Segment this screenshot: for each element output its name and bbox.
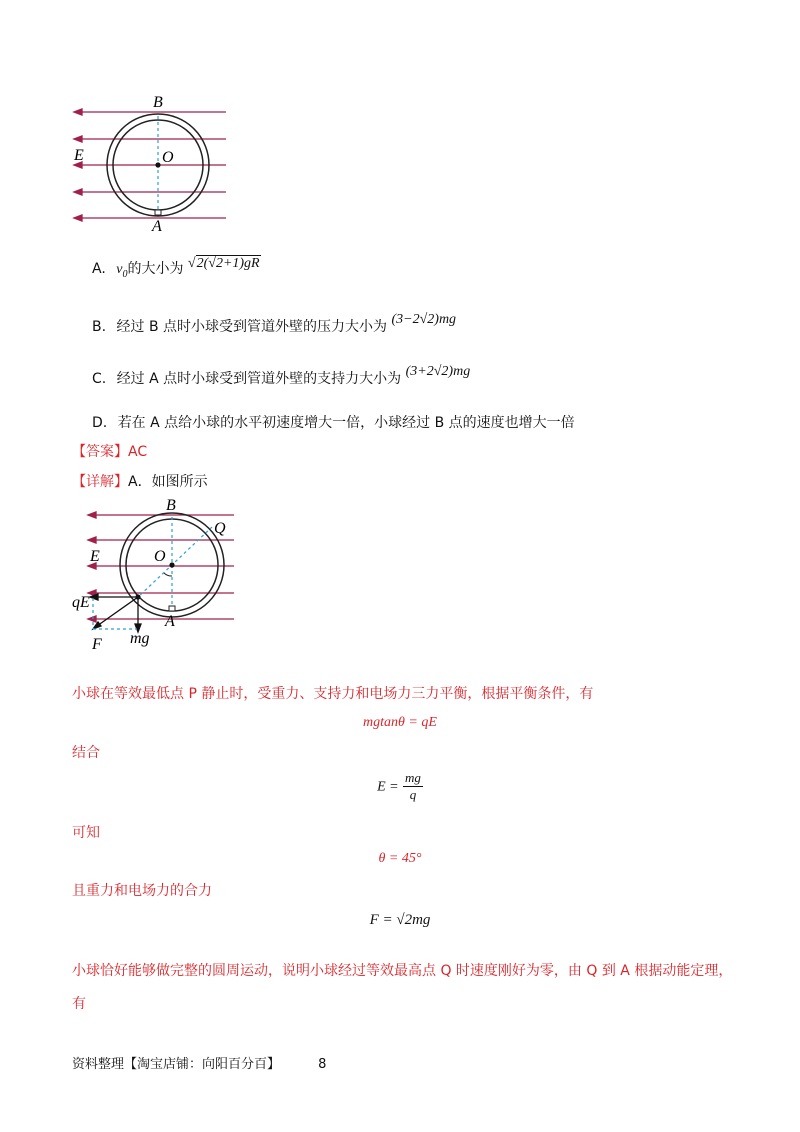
fig1-label-a: A	[152, 218, 162, 235]
option-b	[92, 312, 457, 336]
answer-label: 【答案】	[72, 444, 128, 460]
fig2-label-f: F	[92, 636, 102, 653]
figure-1-circle-in-field	[60, 92, 260, 242]
fig1-label-e: E	[74, 147, 84, 164]
fig2-label-e: E	[90, 548, 100, 565]
solution-p6: 有	[72, 996, 86, 1012]
option-d-letter: D.	[92, 415, 108, 431]
fig2-label-mg: mg	[130, 630, 150, 647]
option-b-formula: (3−2√2)mg	[391, 312, 457, 327]
equation-2: E = $\frac{mg}{q}$	[377, 770, 421, 802]
equation-4: F = √2mg	[369, 912, 431, 928]
fig1-label-b: B	[153, 94, 163, 111]
answer-line	[72, 441, 147, 461]
fig2-label-qe: qE	[72, 594, 90, 611]
fig2-label-o: O	[154, 548, 166, 565]
option-a-letter: A.	[92, 261, 106, 277]
page-number: 8	[318, 1057, 327, 1072]
option-c-text: 经过 A 点时小球受到管道外壁的支持力大小为	[116, 371, 402, 387]
detail-line	[72, 471, 208, 491]
footer	[72, 1053, 326, 1072]
fig1-label-o: O	[162, 149, 174, 166]
option-d-text: 若在 A 点给小球的水平初速度增大一倍，小球经过 B 点的速度也增大一倍	[117, 415, 575, 431]
option-a-v: v	[116, 262, 123, 277]
fig2-label-a: A	[165, 613, 175, 630]
equation-1: mgtanθ = qE	[363, 715, 437, 730]
option-a-formula: √2(√2+1)gR	[187, 256, 260, 271]
fig2-label-q: Q	[214, 520, 226, 537]
detail-label: 【详解】	[72, 474, 128, 490]
fig2-label-b: B	[166, 497, 176, 514]
option-a	[92, 258, 261, 280]
option-b-letter: B.	[92, 319, 107, 335]
answer-value: AC	[128, 444, 148, 460]
solution-p3: 可知	[72, 825, 100, 841]
option-a-text: 的大小为	[127, 261, 184, 277]
footer-source: 资料整理【淘宝店铺：向阳百分百】	[72, 1057, 281, 1072]
option-c	[92, 364, 471, 388]
solution-p2: 结合	[72, 745, 100, 761]
solution-p1: 小球在等效最低点 P 静止时，受重力、支持力和电场力三力平衡，根据平衡条件，有	[72, 686, 594, 702]
option-d	[92, 412, 575, 432]
option-a-v-sub: 0	[122, 268, 128, 280]
figure-2-force-diagram	[66, 495, 246, 655]
detail-value: A．如图所示	[128, 474, 208, 490]
option-c-letter: C.	[92, 371, 107, 387]
option-b-text: 经过 B 点时小球受到管道外壁的压力大小为	[116, 319, 388, 335]
solution-p5: 小球恰好能够做完整的圆周运动，说明小球经过等效最高点 Q 时速度刚好为零，由 Q 到 A 根据动能定理，	[72, 963, 733, 979]
option-c-formula: (3+2√2)mg	[405, 364, 471, 379]
equation-3: θ = 45°	[378, 851, 422, 866]
solution-p4: 且重力和电场力的合力	[72, 883, 212, 899]
